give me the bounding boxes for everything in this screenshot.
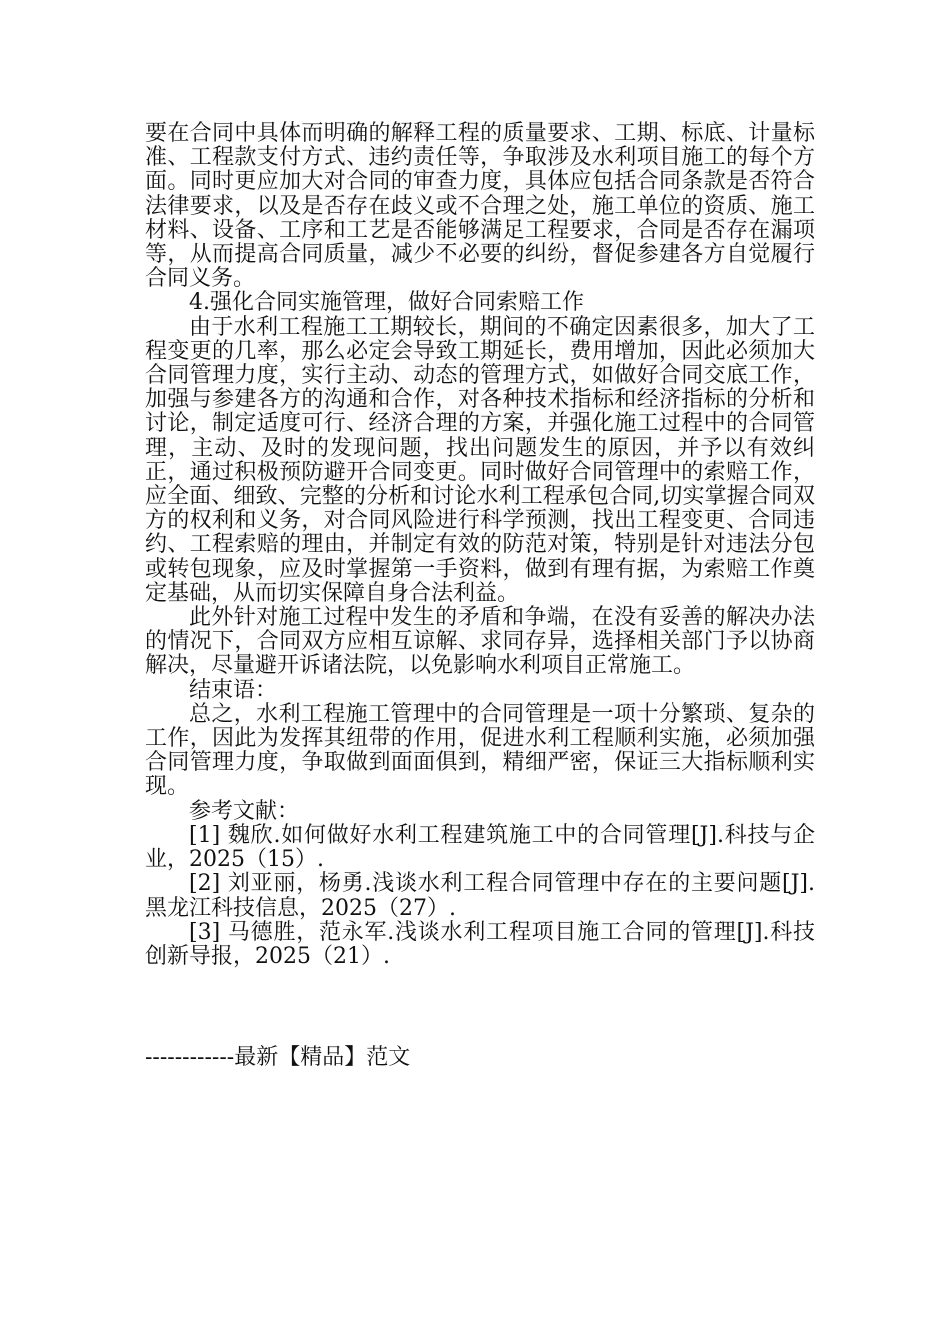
paragraph-implementation-management: 由于水利工程施工工期较长，期间的不确定因素很多，加大了工程变更的几率，那么必定会导致工期延长，费用增加，因此必须加大合同管理力度，实行主动、动态的管理方式，如做好合同交底工作，加强与参建各方的沟通和合作，对各种技术指标和经济指标的分析和讨论，制定适度可行、经济合理的方案，并强化施工过程中的合同管理，主动、及时的发现问题，找出问题发生的原因，并予以有效纠正，通过积极预防避开合同变更。同时做好合同管理中的索赔工作，应全面、细致、完整的分析和讨论水利工程承包合同,切实掌握合同双方的权利和义务，对合同风险进行科学预测，找出工程变更、合同违约、工程索赔的理由，并制定有效的防范对策，特别是针对违法分包或转包现象，应及时掌握第一手资料，做到有理有据，为索赔工作奠定基础，从而切实保障自身合法利益。 [145, 314, 815, 606]
reference-item-1: [1] 魏欣.如何做好水利工程建筑施工中的合同管理[J].科技与企业，2025（15）. [145, 822, 815, 873]
document-body [145, 122, 815, 969]
paragraph-dispute-resolution: 此外针对施工过程中发生的矛盾和争端，在没有妥善的解决办法的情况下，合同双方应相互谅解、求同存异，选择相关部门予以协商解决，尽量避开诉诸法院，以免影响水利项目正常施工。 [145, 605, 815, 679]
paragraph-contract-content: 要在合同中具体而明确的解释工程的质量要求、工期、标底、计量标准、工程款支付方式、违约责任等，争取涉及水利项目施工的每个方面。同时更应加大对合同的审查力度，具体应包括合同条款是否符合法律要求，以及是否存在歧义或不合理之处，施工单位的资质、施工材料、设备、工序和工艺是否能够满足工程要求，合同是否存在漏项等，从而提高合同质量，减少不必要的纠纷，督促参建各方自觉履行合同义务。 [145, 121, 815, 292]
references-heading: 参考文献： [189, 798, 300, 824]
reference-item-2: [2] 刘亚丽，杨勇.浅谈水利工程合同管理中存在的主要问题[J].黑龙江科技信息，2025（27）. [145, 871, 815, 921]
section-heading-4: 4.强化合同实施管理，做好合同索赔工作 [189, 290, 584, 316]
conclusion-heading: 结束语： [189, 677, 278, 703]
footer-tagline: ------------最新【精品】范文 [145, 1045, 411, 1070]
paragraph-conclusion: 总之，水利工程施工管理中的合同管理是一项十分繁琐、复杂的工作，因此为发挥其纽带的作用，促进水利工程顺利实施，必须加强合同管理力度，争取做到面面俱到，精细严密，保证三大指标顺利实现。 [145, 701, 815, 800]
reference-item-3: [3] 马德胜，范永军.浅谈水利工程项目施工合同的管理[J].科技创新导报，2025（21）. [145, 919, 815, 969]
